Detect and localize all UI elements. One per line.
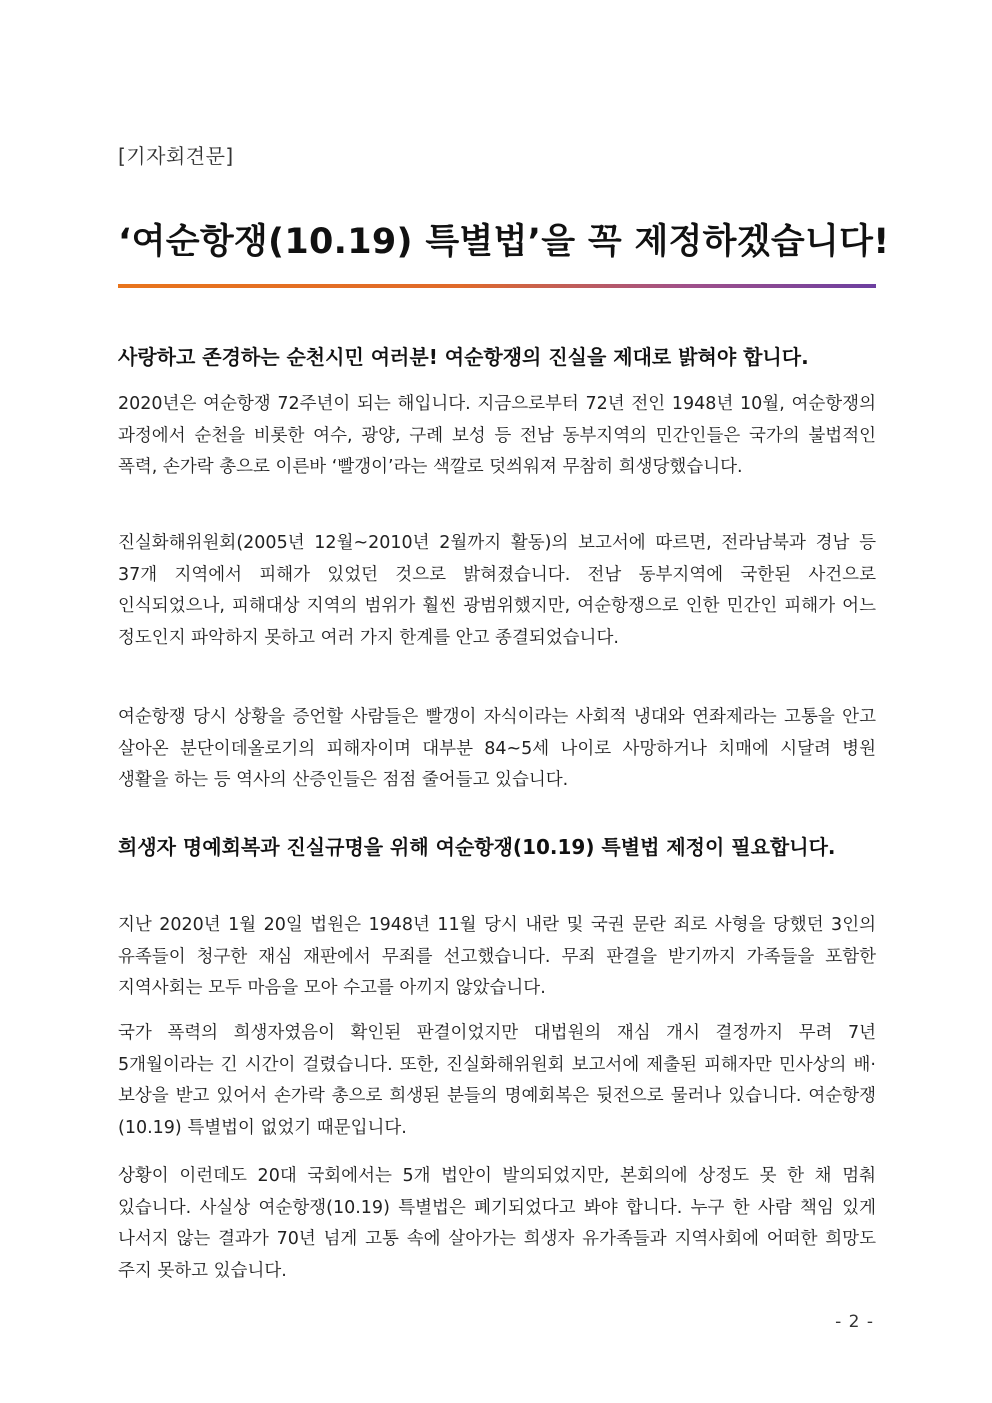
paragraph: 지난 2020년 1월 20일 법원은 1948년 11월 당시 내란 및 국권 문란 죄로 사형을 당했던 3인의 유족들이 청구한 재심 재판에서 무죄를 선고했습니다. 무죄 판결을 받기까지 가족들을 포함한 지역사회는 모두 마음을 모아 수고를 아끼지 않았습니다. xyxy=(118,915,876,998)
paragraph: 상황이 이런데도 20대 국회에서는 5개 법안이 발의되었지만, 본회의에 상정도 못 한 채 멈춰 있습니다. 사실상 여순항쟁(10.19) 특별법은 폐기되었다고 봐야 합니다. 누구 한 사람 책임 있게 나서지 않는 결과가 70년 넘게 고통 속에 살아가는 희생자 유가족들과 지역사회에 어떠한 희망도 주지 못하고 있습니다. xyxy=(118,1166,876,1281)
paragraph: 여순항쟁 당시 상황을 증언할 사람들은 빨갱이 자식이라는 사회적 냉대와 연좌제라는 고통을 안고 살아온 분단이데올로기의 피해자이며 대부분 84~5세 나이로 사망하거나 치매에 시달려 병원 생활을 하는 등 역사의 산증인들은 점점 줄어들고 있습니다. xyxy=(118,707,876,790)
document-title: ‘여순항쟁(10.19) 특별법’을 꼭 제정하겠습니다! xyxy=(118,222,890,262)
section-heading-special-law: 희생자 명예회복과 진실규명을 위해 여순항쟁(10.19) 특별법 제정이 필요합니다. xyxy=(118,835,836,859)
page-number: - 2 - xyxy=(835,1312,874,1332)
paragraph: 국가 폭력의 희생자였음이 확인된 판결이었지만 대법원의 재심 개시 결정까지 무려 7년 5개월이라는 긴 시간이 걸렸습니다. 또한, 진실화해위원회 보고서에 제출된 피해자만 민사상의 배·보상을 받고 있어서 손가락 총으로 희생된 분들의 명예회복은 뒷전으로 물러나 있습니다. 여순항쟁(10.19) 특별법이 없었기 때문입니다. xyxy=(118,1023,876,1138)
paragraph: 진실화해위원회(2005년 12월~2010년 2월까지 활동)의 보고서에 따르면, 전라남북과 경남 등 37개 지역에서 피해가 있었던 것으로 밝혀졌습니다. 전남 동부지역에 국한된 사건으로 인식되었으나, 피해대상 지역의 범위가 훨씬 광범위했지만, 여순항쟁으로 인한 민간인 피해가 어느 정도인지 파악하지 못하고 여러 가지 한계를 안고 종결되었습니다. xyxy=(118,533,876,648)
title-underline-divider xyxy=(118,284,876,288)
document-kicker: [기자회견문] xyxy=(118,144,234,168)
section-heading-truth: 사랑하고 존경하는 순천시민 여러분! 여순항쟁의 진실을 제대로 밝혀야 합니다. xyxy=(118,345,809,369)
paragraph: 2020년은 여순항쟁 72주년이 되는 해입니다. 지금으로부터 72년 전인 1948년 10월, 여순항쟁의 과정에서 순천을 비롯한 여수, 광양, 구례 보성 등 전남 동부지역의 민간인들은 국가의 불법적인 폭력, 손가락 총으로 이른바 ‘빨갱이’라는 색깔로 덧씌워져 무참히 희생당했습니다. xyxy=(118,394,876,477)
